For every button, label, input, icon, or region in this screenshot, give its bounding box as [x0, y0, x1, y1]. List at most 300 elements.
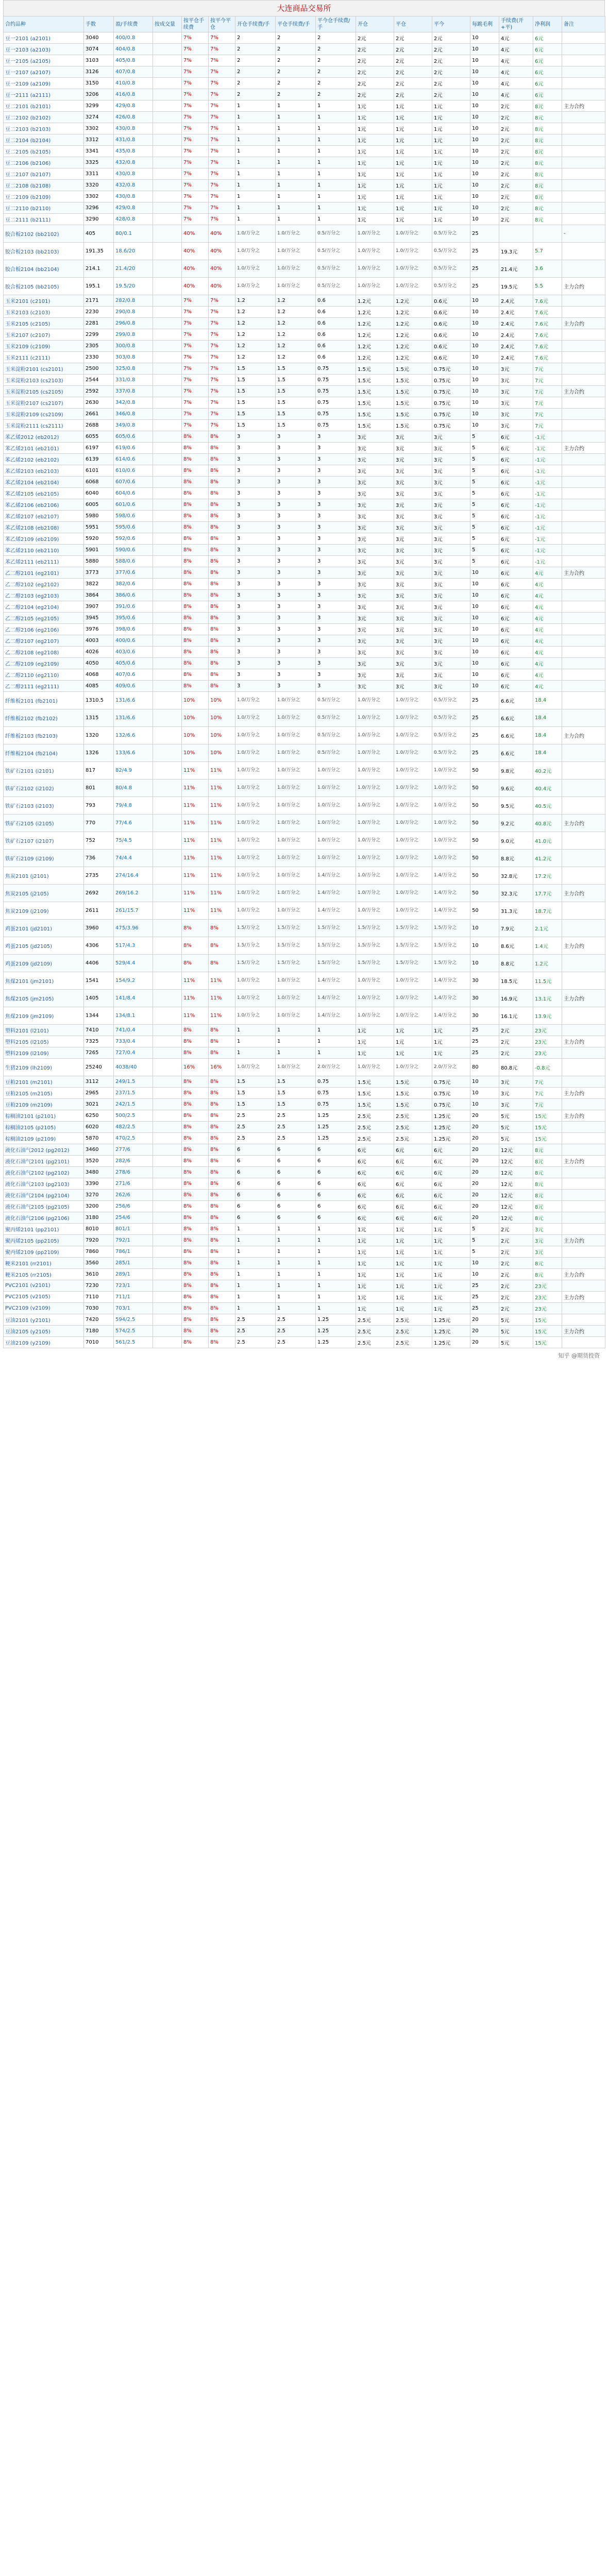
- table-cell: 1: [235, 1280, 276, 1292]
- table-cell: 1.4/万分之: [316, 902, 356, 920]
- table-cell: 1.0/万分之: [356, 709, 394, 727]
- table-cell: 1.0/万分之: [356, 797, 394, 815]
- table-cell: 豆粕2101 (m2101): [4, 1076, 84, 1088]
- table-cell: [562, 1190, 605, 1201]
- table-cell: 1: [316, 1269, 356, 1280]
- table-cell: 苯乙烯2108 (eb2108): [4, 522, 84, 533]
- table-cell: [153, 352, 182, 363]
- table-cell: 2230: [84, 307, 114, 318]
- table-cell: 12元: [499, 1156, 533, 1167]
- table-cell: [562, 658, 605, 669]
- table-cell: 1.25元: [432, 1133, 470, 1144]
- table-cell: 601/0.6: [114, 499, 153, 511]
- table-cell: 1元: [356, 1269, 394, 1280]
- table-cell: 8%: [209, 590, 235, 601]
- table-cell: 50: [470, 797, 499, 815]
- table-cell: 8%: [182, 443, 209, 454]
- table-cell: 1.2元: [356, 329, 394, 341]
- table-cell: 405/0.6: [114, 658, 153, 669]
- table-cell: 主力合约: [562, 278, 605, 295]
- table-cell: 乙二醇2105 (eg2105): [4, 613, 84, 624]
- table-cell: 铁矿石2103 (i2103): [4, 797, 84, 815]
- table-cell: 7%: [209, 168, 235, 180]
- table-cell: 7%: [209, 295, 235, 307]
- table-row: [4, 972, 605, 990]
- table-cell: 11%: [182, 902, 209, 920]
- table-cell: 1.25元: [432, 1337, 470, 1348]
- table-cell: 3822: [84, 579, 114, 590]
- table-cell: 16.1元: [499, 1007, 533, 1025]
- table-cell: 8%: [182, 920, 209, 937]
- table-cell: 430/0.8: [114, 168, 153, 180]
- table-cell: 50: [470, 867, 499, 885]
- table-cell: 3元: [356, 669, 394, 681]
- table-cell: [153, 1047, 182, 1059]
- table-cell: 3: [316, 635, 356, 647]
- table-cell: 1: [235, 1303, 276, 1314]
- table-cell: 5元: [499, 1122, 533, 1133]
- table-cell: 11%: [209, 779, 235, 797]
- table-cell: 10: [470, 409, 499, 420]
- table-cell: 403/0.6: [114, 647, 153, 658]
- table-cell: 10: [470, 168, 499, 180]
- table-row: [4, 225, 605, 243]
- table-cell: 25240: [84, 1059, 114, 1076]
- table-cell: 1: [235, 100, 276, 112]
- table-cell: 棕榈油2105 (p2105): [4, 1122, 84, 1133]
- table-cell: 3: [235, 443, 276, 454]
- table-cell: 1元: [394, 1269, 432, 1280]
- table-cell: 1元: [394, 1224, 432, 1235]
- table-cell: 303/0.8: [114, 352, 153, 363]
- table-cell: 10: [470, 44, 499, 55]
- table-cell: 8%: [182, 955, 209, 972]
- table-cell: 1.5: [235, 375, 276, 386]
- table-cell: 8元: [533, 146, 562, 157]
- table-cell: 3元: [432, 499, 470, 511]
- table-cell: 0.75: [316, 363, 356, 375]
- table-cell: 2元: [499, 157, 533, 168]
- table-cell: 3元: [394, 522, 432, 533]
- table-cell: 1.0/万分之: [394, 762, 432, 779]
- table-cell: 8元: [533, 1156, 562, 1167]
- table-cell: 2.5: [276, 1326, 316, 1337]
- table-cell: 8%: [209, 1280, 235, 1292]
- table-cell: 2281: [84, 318, 114, 329]
- table-cell: 3: [316, 533, 356, 545]
- table-cell: 711/1: [114, 1292, 153, 1303]
- table-cell: 5: [470, 454, 499, 465]
- table-cell: 8%: [182, 1246, 209, 1258]
- table-cell: 2元: [499, 180, 533, 191]
- table-cell: 1元: [356, 1258, 394, 1269]
- table-cell: 7%: [182, 44, 209, 55]
- table-cell: 6元: [394, 1190, 432, 1201]
- table-cell: 1元: [394, 146, 432, 157]
- table-row: [4, 488, 605, 499]
- table-cell: 1元: [432, 1224, 470, 1235]
- table-cell: [562, 112, 605, 123]
- table-row: [4, 180, 605, 191]
- table-cell: 3元: [394, 579, 432, 590]
- table-cell: 豆二2106 (b2106): [4, 157, 84, 168]
- table-cell: 6元: [533, 32, 562, 44]
- table-cell: 1.2元: [394, 295, 432, 307]
- table-cell: 3元: [356, 658, 394, 669]
- table-cell: 塑料2109 (l2109): [4, 1047, 84, 1059]
- table-cell: 7%: [182, 352, 209, 363]
- table-cell: 10%: [182, 692, 209, 709]
- table-cell: 0.75: [316, 375, 356, 386]
- table-cell: 4306: [84, 937, 114, 955]
- table-cell: [562, 797, 605, 815]
- table-cell: 0.75元: [432, 1088, 470, 1099]
- table-cell: [562, 533, 605, 545]
- table-cell: 1元: [432, 180, 470, 191]
- table-cell: 1元: [432, 1292, 470, 1303]
- table-cell: 1.0/万分之: [394, 779, 432, 797]
- table-cell: 3元: [394, 567, 432, 579]
- table-cell: 0.75元: [432, 363, 470, 375]
- table-cell: 1.0/万分之: [276, 867, 316, 885]
- table-cell: 1.0/万分之: [432, 762, 470, 779]
- table-cell: 10: [470, 647, 499, 658]
- table-cell: 1元: [432, 100, 470, 112]
- table-cell: 6元: [533, 55, 562, 66]
- table-cell: [153, 867, 182, 885]
- table-cell: 1.0/万分之: [235, 850, 276, 867]
- table-cell: 1: [316, 123, 356, 134]
- table-cell: 1.0/万分之: [394, 692, 432, 709]
- table-cell: 主力合约: [562, 567, 605, 579]
- table-cell: 395/0.6: [114, 613, 153, 624]
- table-cell: 12元: [499, 1212, 533, 1224]
- table-cell: [153, 499, 182, 511]
- table-cell: 1.5/万分之: [432, 920, 470, 937]
- table-cell: 液化石油气2102 (pg2102): [4, 1167, 84, 1178]
- table-cell: 12元: [499, 1178, 533, 1190]
- table-cell: [562, 243, 605, 260]
- table-cell: 8%: [182, 431, 209, 443]
- table-cell: 3311: [84, 168, 114, 180]
- table-cell: 玉米淀粉2111 (cs2111): [4, 420, 84, 431]
- table-cell: 3元: [432, 431, 470, 443]
- table-cell: 349/0.8: [114, 420, 153, 431]
- table-cell: 40%: [209, 243, 235, 260]
- table-cell: [153, 1036, 182, 1047]
- table-cell: 11%: [182, 850, 209, 867]
- table-cell: 1元: [394, 202, 432, 214]
- table-cell: 7%: [209, 66, 235, 78]
- table-cell: 727/0.4: [114, 1047, 153, 1059]
- table-cell: 20: [470, 1156, 499, 1167]
- table-cell: 7%: [182, 202, 209, 214]
- table-cell: 聚丙烯2105 (pp2105): [4, 1235, 84, 1246]
- table-cell: 23元: [533, 1047, 562, 1059]
- table-cell: 8%: [209, 1047, 235, 1059]
- table-cell: 3元: [394, 477, 432, 488]
- table-cell: 1.0/万分之: [394, 990, 432, 1007]
- table-cell: 31.3元: [499, 902, 533, 920]
- table-cell: 2: [316, 55, 356, 66]
- table-row: [4, 191, 605, 202]
- table-cell: 1.25: [316, 1110, 356, 1122]
- table-cell: 10: [470, 937, 499, 955]
- table-cell: 苯乙烯2103 (eb2103): [4, 465, 84, 477]
- table-cell: 2元: [356, 32, 394, 44]
- table-cell: [562, 590, 605, 601]
- table-cell: 乙二醇2109 (eg2109): [4, 658, 84, 669]
- table-cell: 3: [276, 488, 316, 499]
- table-cell: 1.0/万分之: [235, 692, 276, 709]
- table-cell: 6: [316, 1201, 356, 1212]
- table-cell: 3元: [356, 511, 394, 522]
- table-cell: 25: [470, 744, 499, 762]
- table-cell: 3元: [432, 511, 470, 522]
- table-cell: 6元: [499, 499, 533, 511]
- table-cell: 1.0/万分之: [394, 972, 432, 990]
- table-cell: 0.6: [316, 307, 356, 318]
- table-cell: 3: [235, 556, 276, 567]
- table-cell: 7%: [182, 386, 209, 397]
- table-cell: 1315: [84, 709, 114, 727]
- table-cell: [153, 1167, 182, 1178]
- table-cell: [562, 157, 605, 168]
- table-cell: [562, 1076, 605, 1088]
- table-cell: 131/6.6: [114, 692, 153, 709]
- table-cell: 605/0.6: [114, 431, 153, 443]
- table-cell: 20: [470, 1122, 499, 1133]
- table-cell: 粳米2105 (rr2105): [4, 1269, 84, 1280]
- table-cell: 8元: [533, 1144, 562, 1156]
- table-cell: 6元: [499, 590, 533, 601]
- table-cell: 6元: [432, 1212, 470, 1224]
- table-cell: 3: [276, 431, 316, 443]
- table-cell: 11%: [182, 885, 209, 902]
- table-cell: 主力合约: [562, 100, 605, 112]
- table-cell: 40%: [182, 278, 209, 295]
- table-cell: 苯乙烯2105 (eb2105): [4, 488, 84, 499]
- table-cell: 液化石油气2103 (pg2103): [4, 1178, 84, 1190]
- table-cell: 20: [470, 1178, 499, 1190]
- table-cell: 5901: [84, 545, 114, 556]
- table-cell: 2305: [84, 341, 114, 352]
- table-cell: 3: [235, 488, 276, 499]
- table-cell: 1.5: [276, 409, 316, 420]
- table-cell: 2.5元: [394, 1110, 432, 1122]
- table-cell: [153, 1201, 182, 1212]
- table-cell: 407/0.8: [114, 66, 153, 78]
- table-cell: 1.0/万分之: [316, 762, 356, 779]
- table-cell: [562, 214, 605, 225]
- table-cell: 2: [235, 78, 276, 89]
- table-cell: 10: [470, 295, 499, 307]
- table-cell: 3: [235, 533, 276, 545]
- table-cell: 801/1: [114, 1224, 153, 1235]
- table-cell: 1元: [356, 180, 394, 191]
- table-cell: 9.0元: [499, 832, 533, 850]
- table-row: [4, 647, 605, 658]
- table-cell: 1.0/万分之: [394, 709, 432, 727]
- table-cell: 2330: [84, 352, 114, 363]
- table-cell: 432/0.8: [114, 157, 153, 168]
- table-cell: 7%: [182, 55, 209, 66]
- table-cell: 32.8元: [499, 867, 533, 885]
- table-cell: 7%: [182, 32, 209, 44]
- table-cell: [562, 465, 605, 477]
- table-cell: 7%: [209, 397, 235, 409]
- table-cell: -1元: [533, 488, 562, 499]
- table-cell: [153, 454, 182, 465]
- table-row: [4, 1201, 605, 1212]
- table-row: [4, 681, 605, 692]
- table-cell: 1元: [356, 1025, 394, 1036]
- table-cell: 3: [276, 454, 316, 465]
- table-cell: 6元: [432, 1144, 470, 1156]
- table-cell: 苯乙烯2106 (eb2106): [4, 499, 84, 511]
- table-cell: 1.0/万分之: [356, 972, 394, 990]
- table-cell: 1元: [432, 1036, 470, 1047]
- table-cell: 1元: [432, 202, 470, 214]
- table-cell: [562, 341, 605, 352]
- table-cell: [153, 329, 182, 341]
- table-cell: 4406: [84, 955, 114, 972]
- table-cell: 主力合约: [562, 1088, 605, 1099]
- table-cell: 3: [235, 545, 276, 556]
- table-cell: 2: [316, 32, 356, 44]
- table-cell: 7.6元: [533, 295, 562, 307]
- table-row: [4, 341, 605, 352]
- table-cell: 0.75: [316, 1076, 356, 1088]
- table-row: [4, 307, 605, 318]
- table-cell: 主力合约: [562, 885, 605, 902]
- table-cell: 8%: [182, 1156, 209, 1167]
- table-cell: 8%: [182, 1235, 209, 1246]
- table-header: [4, 16, 605, 32]
- table-cell: 10: [470, 669, 499, 681]
- table-cell: 3元: [394, 545, 432, 556]
- table-cell: 1: [316, 180, 356, 191]
- table-cell: 6元: [356, 1144, 394, 1156]
- table-cell: [562, 55, 605, 66]
- table-cell: [153, 762, 182, 779]
- table-cell: 18.4: [533, 709, 562, 727]
- table-cell: 5.7: [533, 243, 562, 260]
- fee-table: [3, 16, 605, 1348]
- table-cell: 3元: [394, 647, 432, 658]
- table-cell: 6元: [533, 66, 562, 78]
- table-cell: 6.6元: [499, 692, 533, 709]
- table-cell: 豆二2107 (b2107): [4, 168, 84, 180]
- table-cell: 1.2: [235, 329, 276, 341]
- table-cell: 0.5/万分之: [432, 709, 470, 727]
- table-cell: [153, 307, 182, 318]
- table-cell: [153, 318, 182, 329]
- table-cell: 289/1: [114, 1269, 153, 1280]
- table-cell: 8%: [209, 1235, 235, 1246]
- table-cell: 1.2: [276, 341, 316, 352]
- table-cell: 4元: [533, 567, 562, 579]
- table-cell: 426/0.8: [114, 112, 153, 123]
- table-cell: 3元: [499, 409, 533, 420]
- table-cell: 1: [235, 180, 276, 191]
- table-cell: 3元: [356, 681, 394, 692]
- table-cell: [153, 1280, 182, 1292]
- table-cell: [562, 1167, 605, 1178]
- table-cell: 10%: [209, 744, 235, 762]
- table-cell: 10: [470, 1088, 499, 1099]
- table-cell: 7.6元: [533, 318, 562, 329]
- table-cell: 1.5元: [356, 397, 394, 409]
- table-cell: 11%: [209, 990, 235, 1007]
- table-cell: 30: [470, 972, 499, 990]
- table-cell: [153, 579, 182, 590]
- table-cell: [153, 1007, 182, 1025]
- table-cell: 41.0元: [533, 832, 562, 850]
- table-cell: 1.5/万分之: [356, 937, 394, 955]
- table-cell: 1.0/万分之: [394, 1007, 432, 1025]
- table-cell: 23元: [533, 1280, 562, 1292]
- table-cell: 2.5: [235, 1314, 276, 1326]
- table-cell: 1: [235, 146, 276, 157]
- table-cell: 299/0.8: [114, 329, 153, 341]
- table-cell: [562, 123, 605, 134]
- table-cell: 1.5元: [394, 1088, 432, 1099]
- table-cell: 2630: [84, 397, 114, 409]
- table-row: [4, 100, 605, 112]
- table-cell: PVC2101 (v2101): [4, 1280, 84, 1292]
- table-cell: 1.0/万分之: [235, 867, 276, 885]
- table-cell: 10: [470, 89, 499, 100]
- table-cell: 214.1: [84, 260, 114, 278]
- table-cell: 6: [235, 1144, 276, 1156]
- table-cell: 1.4/万分之: [316, 990, 356, 1007]
- table-cell: 1.0/万分之: [356, 902, 394, 920]
- table-cell: 8.8元: [499, 850, 533, 867]
- table-cell: 1元: [394, 112, 432, 123]
- table-cell: 1.4/万分之: [432, 972, 470, 990]
- table-cell: 7%: [209, 341, 235, 352]
- table-cell: 1.5/万分之: [356, 955, 394, 972]
- table-cell: 3: [316, 647, 356, 658]
- table-cell: 8%: [182, 1047, 209, 1059]
- table-cell: 432/0.8: [114, 180, 153, 191]
- table-cell: 2.5元: [394, 1337, 432, 1348]
- table-cell: [562, 454, 605, 465]
- table-cell: [562, 477, 605, 488]
- table-cell: 7%: [209, 44, 235, 55]
- table-cell: 4元: [533, 681, 562, 692]
- table-cell: 40%: [182, 260, 209, 278]
- table-cell: 1元: [432, 112, 470, 123]
- table-cell: 1: [235, 1224, 276, 1235]
- table-cell: 1: [276, 180, 316, 191]
- table-cell: 2元: [432, 89, 470, 100]
- table-cell: 8%: [182, 1122, 209, 1133]
- table-cell: 0.6元: [432, 352, 470, 363]
- table-cell: 7030: [84, 1303, 114, 1314]
- table-cell: [562, 1144, 605, 1156]
- table-cell: 8%: [182, 1337, 209, 1348]
- table-cell: [153, 990, 182, 1007]
- table-cell: [153, 1059, 182, 1076]
- table-cell: 4元: [499, 32, 533, 44]
- table-cell: 482/2.5: [114, 1122, 153, 1133]
- table-cell: 25: [470, 260, 499, 278]
- table-cell: 6元: [499, 545, 533, 556]
- table-row: [4, 850, 605, 867]
- table-cell: 苯乙烯2110 (eb2110): [4, 545, 84, 556]
